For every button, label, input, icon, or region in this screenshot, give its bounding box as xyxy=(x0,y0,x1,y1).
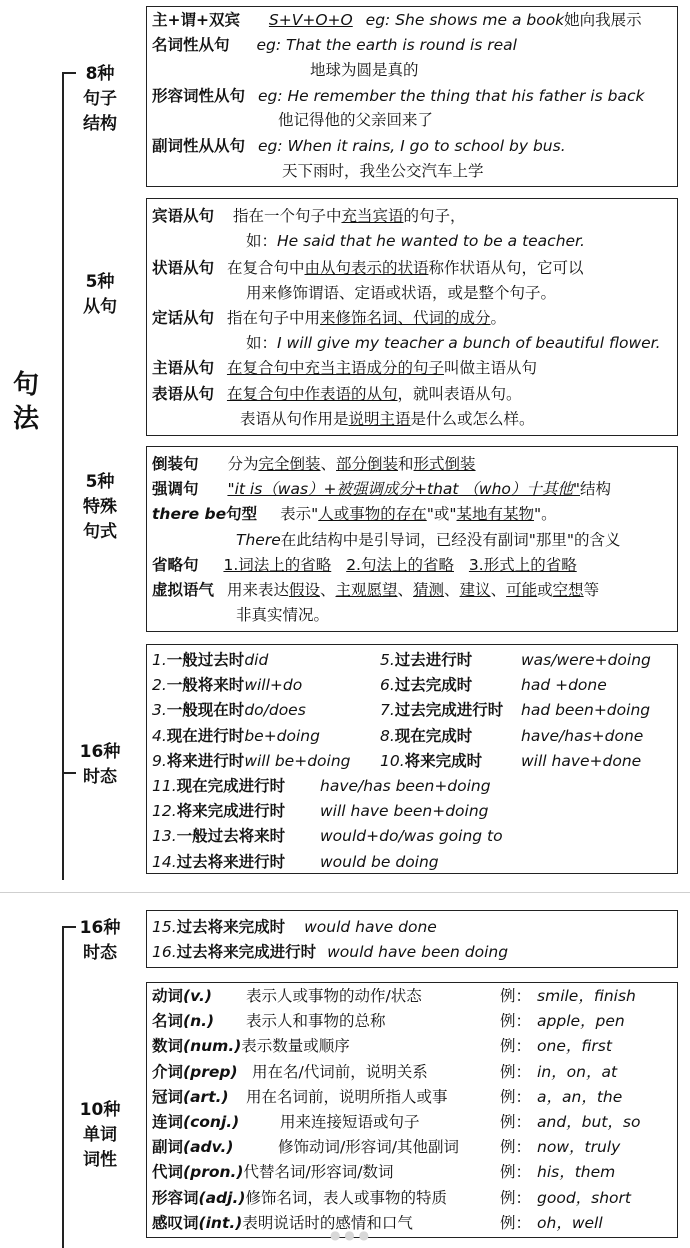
section-label-special xyxy=(76,470,124,545)
pos-desc-wrap xyxy=(246,1011,386,1031)
text-part: There xyxy=(236,531,281,549)
tense-name: 现在完成进行时 xyxy=(176,777,286,795)
structure-translation: 地球为圆是真的 xyxy=(310,61,419,79)
clause-desc-tail: 的句子， xyxy=(403,207,466,225)
pos-example xyxy=(500,986,636,1006)
pos-abbr: (adv.) xyxy=(183,1138,234,1157)
section-label-tenses-text: 16种时态 xyxy=(79,742,121,787)
special-name-en: there be xyxy=(152,505,227,523)
pos-desc-wrap xyxy=(246,1087,448,1107)
clause-desc-tail: 称作状语从句，它可以 xyxy=(428,259,584,277)
section-label-special-text: 5种特殊句式 xyxy=(83,472,117,542)
text-part: 表语从句作用是 xyxy=(240,410,349,428)
pos-example-words: now，truly xyxy=(537,1138,621,1157)
clause-name: 状语从句 xyxy=(152,259,215,277)
special-name: 省略句 xyxy=(152,556,199,574)
structure-formula: S+V+O+O xyxy=(268,11,353,29)
clause-predicative xyxy=(152,384,521,404)
pos-abbr: (adj.) xyxy=(198,1188,246,1207)
tense-name: 现在完成时 xyxy=(394,726,473,745)
tense-row xyxy=(152,826,285,846)
tense-number: 7. xyxy=(380,701,395,720)
tense-form: will be+doing xyxy=(244,751,351,770)
structure-row-2 xyxy=(152,35,517,55)
pos-example-label: 例： xyxy=(500,1213,532,1232)
example-text: I will give my teacher a bunch of beautiful flower. xyxy=(277,334,661,352)
pos-name: 连词 xyxy=(152,1113,184,1131)
special-emphasis xyxy=(152,479,611,499)
bracket-tick-tenses-cont xyxy=(62,926,76,928)
clause-adverbial xyxy=(152,258,584,278)
pos-example xyxy=(500,1087,622,1107)
clause-desc-tail: ，就叫表语从句。 xyxy=(397,385,522,403)
clause-predicative-line2 xyxy=(240,409,535,429)
pos-row xyxy=(152,1137,233,1157)
text-part: "。 xyxy=(534,505,557,523)
special-name: 倒装句 xyxy=(152,455,199,473)
emphasis-formula: "it is（was）+被强调成分+that （who）十其他" xyxy=(227,480,581,498)
tense-number: 12. xyxy=(152,802,177,821)
pos-example-label: 例： xyxy=(500,1012,532,1031)
text-part: 和 xyxy=(398,455,414,473)
pos-abbr: (art.) xyxy=(183,1087,229,1106)
page-divider xyxy=(0,892,690,893)
pos-row xyxy=(152,1112,239,1132)
pos-name: 冠词 xyxy=(152,1087,184,1106)
clause-desc-key: 充当宾语 xyxy=(341,207,404,225)
pos-example-words: good，short xyxy=(537,1188,631,1207)
text-key: 建议 xyxy=(459,581,491,599)
tense-number: 11. xyxy=(152,777,177,795)
pos-example-label: 例： xyxy=(500,1163,532,1182)
tense-number: 10. xyxy=(380,751,405,770)
tense-name: 过去完成进行时 xyxy=(394,701,504,720)
tense-name: 一般将来时 xyxy=(166,676,245,695)
clause-name: 宾语从句 xyxy=(152,207,215,225)
structure-example: eg: He remember the thing that his father is back xyxy=(257,87,645,105)
pos-example xyxy=(500,1137,620,1157)
structure-name: 主+谓+双宾 xyxy=(152,11,240,29)
tense-name: 将来进行时 xyxy=(166,751,245,770)
pos-example-label: 例： xyxy=(500,1188,532,1207)
main-title xyxy=(12,368,42,436)
example-prefix: 如： xyxy=(246,334,278,352)
pos-example-label: 例： xyxy=(500,1037,532,1056)
tense-number: 2. xyxy=(152,676,167,695)
tense-form: would have done xyxy=(304,918,437,936)
pos-name: 代词 xyxy=(152,1163,184,1182)
tense-row xyxy=(152,650,268,670)
clause-name: 表语从句 xyxy=(152,385,215,403)
tense-form: have/has+done xyxy=(521,726,644,745)
text-part: 、 xyxy=(444,581,460,599)
text-key: 空想 xyxy=(552,581,584,599)
structure-example: eg: When it rains, I go to school by bus. xyxy=(257,137,566,155)
clause-name: 主语从句 xyxy=(152,359,215,377)
special-name: 虚拟语气 xyxy=(152,581,215,599)
pos-desc: 修饰动词/形容词/其他副词 xyxy=(278,1138,459,1157)
section-label-tenses xyxy=(76,740,124,790)
pos-example-words: his，them xyxy=(537,1163,616,1182)
pos-row xyxy=(152,986,212,1006)
tense-row xyxy=(380,650,472,670)
pos-desc: 代替名词/形容词/数词 xyxy=(243,1163,394,1182)
clause-name: 定话从句 xyxy=(152,309,215,327)
pos-example xyxy=(500,1162,615,1182)
pos-name: 介词 xyxy=(152,1062,184,1081)
tense-row xyxy=(380,675,472,695)
pos-example-words: in，on，at xyxy=(537,1062,618,1081)
structure-translation: 她向我展示 xyxy=(564,11,642,29)
tense-name: 将来完成进行时 xyxy=(176,802,286,821)
text-key: 某地有某物 xyxy=(456,505,535,523)
section-label-structures xyxy=(76,62,124,137)
pos-example-label: 例： xyxy=(500,1113,532,1131)
tense-row xyxy=(152,852,285,872)
clause-desc: 在复合句中 xyxy=(226,259,305,277)
tense-number: 16. xyxy=(152,943,177,961)
tense-row xyxy=(380,700,503,720)
tense-number: 14. xyxy=(152,852,177,871)
pos-example xyxy=(500,1062,617,1082)
tense-name: 一般过去将来时 xyxy=(176,827,286,846)
pos-name: 动词 xyxy=(152,987,184,1005)
pos-abbr: (num.) xyxy=(183,1037,242,1056)
example-text: He said that he wanted to be a teacher. xyxy=(277,232,585,250)
pos-abbr: (conj.) xyxy=(183,1113,240,1131)
pos-name: 名词 xyxy=(152,1012,184,1031)
pos-row xyxy=(152,1011,214,1031)
pos-desc: 表示数量或顺序 xyxy=(241,1037,350,1056)
tense-name: 过去将来完成进行时 xyxy=(176,943,317,961)
pos-example xyxy=(500,1036,612,1056)
tense-row xyxy=(152,726,320,746)
tense-name: 过去将来进行时 xyxy=(176,852,286,871)
tense-form: have/has been+doing xyxy=(320,777,491,795)
main-title-text: 句法 xyxy=(12,370,39,434)
tense-form: would be doing xyxy=(320,852,439,871)
text-key: 形式倒装 xyxy=(413,455,476,473)
special-name-zh: 句型 xyxy=(226,505,258,523)
pos-desc-wrap xyxy=(252,1062,428,1082)
pos-name: 形容词 xyxy=(152,1188,199,1207)
text-part: 表示" xyxy=(280,505,319,523)
tense-form: did xyxy=(244,651,269,669)
pos-example-words: one，first xyxy=(537,1037,612,1056)
tense-form: was/were+doing xyxy=(521,651,651,669)
pos-name: 感叹词 xyxy=(152,1213,199,1232)
tense-row xyxy=(380,726,472,746)
section-label-pos xyxy=(76,1098,124,1173)
structure-row-3 xyxy=(152,86,644,106)
clause-object-example xyxy=(246,231,585,251)
tense-form: do/does xyxy=(244,701,306,720)
tense-form: had +done xyxy=(521,676,607,695)
section-label-pos-text: 10种单词词性 xyxy=(79,1100,121,1170)
tense-number: 3. xyxy=(152,701,167,720)
pos-example xyxy=(500,1213,603,1233)
watermark: ● ● ● xyxy=(330,1228,370,1242)
clause-adverbial-line2: 用来修饰谓语、定语或状语，或是整个句子。 xyxy=(246,284,557,302)
pos-desc: 用在名词前，说明所指人或事 xyxy=(246,1087,448,1106)
tense-name: 一般现在时 xyxy=(166,701,245,720)
text-key: 假设 xyxy=(288,581,320,599)
pos-example-words: and，but，so xyxy=(537,1113,641,1131)
text-part: 、 xyxy=(490,581,507,599)
structure-row-4 xyxy=(152,136,566,156)
tense-number: 15. xyxy=(152,918,177,936)
tense-form: would+do/was going to xyxy=(320,827,503,846)
pos-example-words: apple，pen xyxy=(537,1012,625,1031)
text-part: 、 xyxy=(320,455,336,473)
clause-desc-key: 由从句表示的状语 xyxy=(304,259,429,277)
tense-number: 8. xyxy=(380,726,395,745)
special-inversion xyxy=(152,454,476,474)
structure-name: 副词性从从句 xyxy=(152,137,246,155)
clause-desc: 指在一个句子中 xyxy=(232,207,342,225)
pos-desc-wrap xyxy=(278,1137,459,1157)
bracket-vertical-top xyxy=(62,72,64,880)
tense-row xyxy=(152,700,306,720)
bracket-tick-tenses xyxy=(62,772,76,774)
text-part: "或" xyxy=(426,505,457,523)
special-there-be-line2 xyxy=(236,530,621,550)
tense-form: had been+doing xyxy=(521,701,651,720)
pos-row xyxy=(152,1188,447,1208)
clause-object xyxy=(152,206,466,226)
tense-row xyxy=(152,675,302,695)
text-part: 是什么或怎么样。 xyxy=(410,410,535,428)
structure-row-1 xyxy=(152,10,642,30)
tense-name: 将来完成时 xyxy=(404,751,483,770)
tense-form: will have+done xyxy=(521,751,642,770)
tense-row xyxy=(152,776,285,796)
pos-example-words: smile，finish xyxy=(537,987,636,1005)
tense-name: 过去将来完成时 xyxy=(176,918,286,936)
tense-number: 4. xyxy=(152,726,167,745)
clause-attributive xyxy=(152,308,506,328)
bracket-vertical-bottom xyxy=(62,926,64,1248)
clause-desc-key: 在复合句中作表语的从句 xyxy=(226,385,398,403)
structure-name: 名词性从句 xyxy=(152,36,230,54)
pos-abbr: (pron.) xyxy=(183,1163,244,1182)
pos-example-label: 例： xyxy=(500,1138,532,1157)
tense-name: 过去进行时 xyxy=(394,651,473,669)
clause-desc: 指在句子中用 xyxy=(226,309,320,327)
tense-name: 过去完成时 xyxy=(394,676,473,695)
structure-example: eg: She shows me a book xyxy=(365,11,565,29)
pos-desc: 用来连接短语或句子 xyxy=(280,1113,420,1131)
text-part: 在此结构中是引导词，已经没有副词"那里"的含义 xyxy=(280,531,621,549)
section-label-tenses-cont-text: 16种时态 xyxy=(79,918,121,963)
tense-row xyxy=(152,801,285,821)
pos-name: 数词 xyxy=(152,1037,184,1056)
pos-row xyxy=(152,1162,393,1182)
pos-row xyxy=(152,1213,413,1233)
pos-desc: 用在名/代词前，说明关系 xyxy=(252,1062,428,1081)
pos-name: 副词 xyxy=(152,1138,184,1157)
pos-example-words: a，an，the xyxy=(537,1087,623,1106)
clause-desc-tail: 。 xyxy=(490,309,506,327)
tense-form: will have been+doing xyxy=(320,802,489,821)
structure-example: eg: That the earth is round is real xyxy=(256,36,517,54)
pos-example-words: oh，well xyxy=(537,1213,603,1232)
text-part: 分为 xyxy=(227,455,259,473)
pos-abbr: (n.) xyxy=(183,1012,215,1031)
text-part: 或 xyxy=(537,581,553,599)
clause-desc-key: 来修饰名词、代词的成分 xyxy=(319,309,491,327)
text-part: 、 xyxy=(319,581,336,599)
tense-row xyxy=(152,751,351,771)
pos-example-label: 例： xyxy=(500,1062,532,1081)
text-key: 1.词法上的省略 xyxy=(223,556,332,574)
text-key: 猜测 xyxy=(413,581,445,599)
text-part: 等 xyxy=(583,581,600,599)
bracket-tick-structures xyxy=(62,72,76,74)
text-key: 人或事物的存在 xyxy=(318,505,427,523)
clause-desc-tail: 叫做主语从句 xyxy=(443,359,537,377)
special-name: 强调句 xyxy=(152,480,199,498)
structure-name: 形容词性从句 xyxy=(152,87,246,105)
tense-name: 一般过去时 xyxy=(166,651,245,669)
text-part: 结构 xyxy=(580,480,612,498)
tense-number: 5. xyxy=(380,651,395,669)
section-label-structures-text: 8种句子结构 xyxy=(83,64,117,134)
text-key: 3.形式上的省略 xyxy=(468,556,577,574)
clause-subject xyxy=(152,358,537,378)
pos-row xyxy=(152,1062,238,1082)
tense-number: 1. xyxy=(152,651,167,669)
tense-row xyxy=(380,751,482,771)
clause-attributive-example xyxy=(246,333,661,353)
pos-example xyxy=(500,1011,625,1031)
pos-abbr: (int.) xyxy=(198,1213,243,1232)
text-key: 主观愿望 xyxy=(335,581,398,599)
pos-desc: 修饰名词，表人或事物的特质 xyxy=(245,1188,447,1207)
pos-desc: 表明说话时的感情和口气 xyxy=(242,1213,413,1232)
pos-example xyxy=(500,1188,631,1208)
tense-row-16 xyxy=(152,942,508,962)
pos-example xyxy=(500,1112,640,1132)
tense-name: 现在进行时 xyxy=(166,726,245,745)
clause-desc-key: 在复合句中充当主语成分的句子 xyxy=(226,359,444,377)
text-part: 用来表达 xyxy=(226,581,289,599)
example-prefix: 如： xyxy=(246,232,278,250)
section-label-tenses-cont xyxy=(76,916,124,966)
pos-desc-wrap xyxy=(280,1112,420,1132)
pos-abbr: (prep) xyxy=(183,1062,238,1081)
pos-abbr: (v.) xyxy=(183,987,212,1005)
pos-desc: 表示人和事物的总称 xyxy=(246,1012,386,1031)
pos-desc-wrap xyxy=(246,986,422,1006)
special-subjunctive-line2: 非真实情况。 xyxy=(236,606,330,624)
structure-translation: 他记得他的父亲回来了 xyxy=(278,111,434,129)
text-key: 可能 xyxy=(506,581,538,599)
text-key: 完全倒装 xyxy=(258,455,321,473)
text-key: 说明主语 xyxy=(348,410,411,428)
tense-form: will+do xyxy=(244,676,303,695)
structure-translation: 天下雨时，我坐公交汽车上学 xyxy=(282,162,484,180)
text-key: 部分倒装 xyxy=(336,455,399,473)
tense-row-15 xyxy=(152,917,437,937)
tense-number: 9. xyxy=(152,751,167,770)
section-label-clauses-text: 5种从句 xyxy=(83,272,117,317)
pos-row xyxy=(152,1087,229,1107)
special-there-be xyxy=(152,504,557,524)
tense-number: 6. xyxy=(380,676,395,695)
text-part: 、 xyxy=(397,581,414,599)
special-ellipsis xyxy=(152,555,577,575)
special-subjunctive xyxy=(152,580,599,600)
tense-number: 13. xyxy=(152,827,177,846)
section-label-clauses xyxy=(76,270,124,320)
pos-row xyxy=(152,1036,350,1056)
pos-example-label: 例： xyxy=(500,987,532,1005)
text-key: 2.句法上的省略 xyxy=(346,556,454,574)
pos-desc: 表示人或事物的动作/状态 xyxy=(246,987,422,1005)
tense-form: would have been doing xyxy=(327,943,509,961)
tense-form: be+doing xyxy=(244,726,320,745)
pos-example-label: 例： xyxy=(500,1087,532,1106)
